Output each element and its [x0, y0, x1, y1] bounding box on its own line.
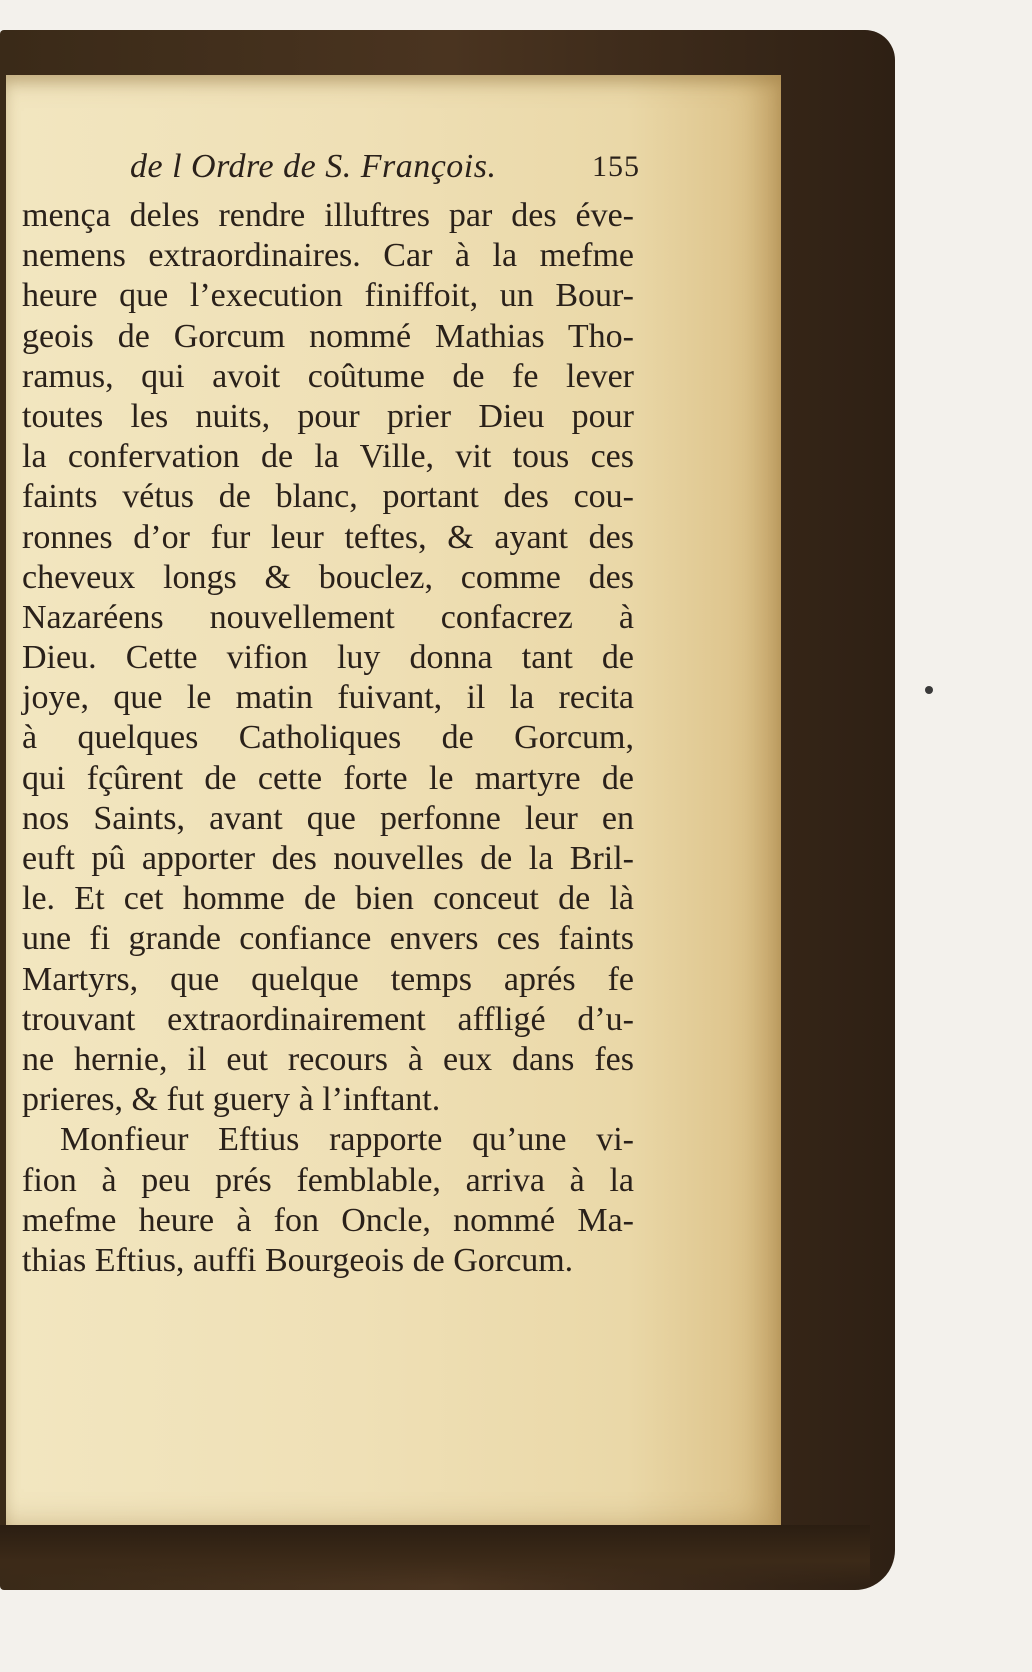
text-line: Martyrs, que quelque temps aprés fe [22, 960, 634, 998]
text-line: la confervation de la Ville, vit tous ces [22, 438, 634, 476]
text-line: heure que l’execution finiffoit, un Bour- [22, 277, 634, 315]
text-line: ramus, qui avoit coûtume de fe lever [22, 357, 634, 395]
text-line: euft pû apporter des nouvelles de la Bril- [22, 840, 634, 877]
text-line: Monfieur Eftius rapporte qu’une vi- [60, 1121, 634, 1159]
body-text [22, 196, 634, 1281]
text-line: prieres, & fut guery à l’inftant. [22, 1081, 441, 1119]
running-title: de l Ordre de S. François. [130, 148, 497, 185]
text-line: une fi grande confiance envers ces faints [22, 920, 634, 958]
text-line: Dieu. Cette vifion luy donna tant de [22, 639, 634, 677]
text-line: ronnes d’or fur leur teftes, & ayant des [22, 518, 634, 556]
page-edge-shadow [0, 1525, 870, 1585]
text-line: nos Saints, avant que perfonne leur en [22, 799, 634, 837]
page-header [130, 148, 640, 198]
text-line: geois de Gorcum nommé Mathias Tho- [22, 317, 634, 355]
text-line: le. Et cet homme de bien conceut de là [22, 880, 634, 918]
text-line: joye, que le matin fuivant, il la recita [22, 679, 634, 717]
text-line: mença deles rendre illuftres par des éve- [22, 197, 634, 234]
paragraph-1 [22, 196, 634, 1120]
text-line: à quelques Catholiques de Gorcum, [22, 719, 634, 757]
text-line: trouvant extraordinairement affligé d’u- [22, 1000, 634, 1038]
text-line: cheveux longs & bouclez, comme des [22, 558, 634, 596]
text-line: mefme heure à fon Oncle, nommé Ma- [22, 1201, 634, 1239]
text-line: Nazaréens nouvellement confacrez à [22, 598, 634, 636]
text-line: ne hernie, il eut recours à eux dans fes [22, 1040, 634, 1078]
paragraph-2 [22, 1120, 634, 1281]
text-line: faints vétus de blanc, portant des cou- [22, 478, 634, 516]
text-line: qui fçûrent de cette forte le martyre de [22, 759, 634, 797]
text-line: toutes les nuits, pour prier Dieu pour [22, 397, 634, 435]
text-line: nemens extraordinaires. Car à la mefme [22, 237, 634, 275]
text-line: thias Eftius, auffi Bourgeois de Gorcum. [22, 1241, 574, 1279]
ink-speck [925, 686, 933, 694]
page-number: 155 [592, 150, 640, 183]
text-line: fion à peu prés femblable, arriva à la [22, 1161, 634, 1199]
